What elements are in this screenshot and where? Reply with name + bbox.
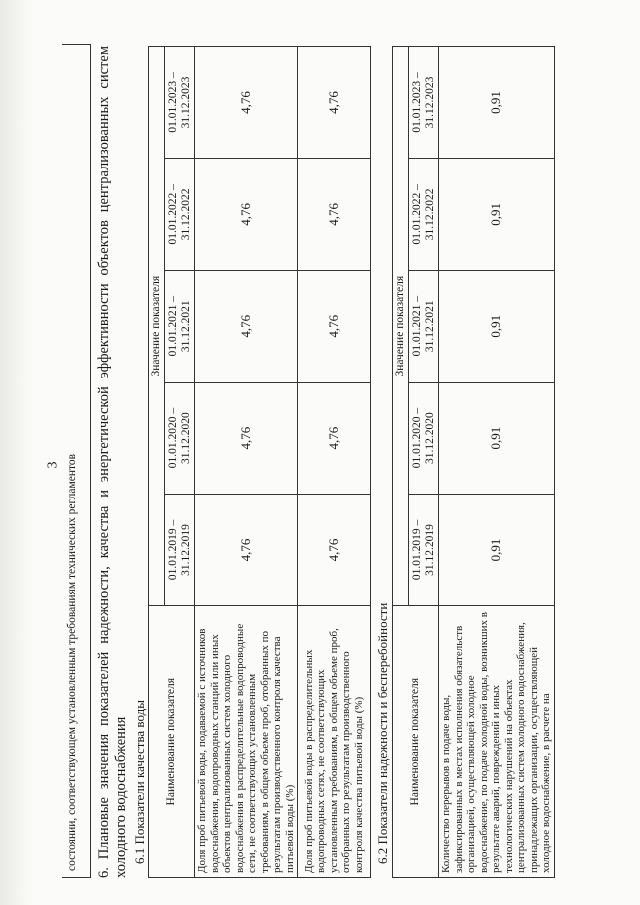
indicator-value: 4,76 xyxy=(195,382,298,494)
previous-table-text: состоянии, соответствующем установленным требованиям технических регламентов xyxy=(66,453,78,871)
table1-period: 01.01.2021 – 31.12.2021 xyxy=(165,270,195,382)
table2-period: 01.01.2020 – 31.12.2020 xyxy=(409,382,439,494)
table2-header-group: Значение показателя xyxy=(393,47,409,606)
indicator-value: 0,91 xyxy=(439,270,555,382)
table2-period: 01.01.2023 – 31.12.2023 xyxy=(409,47,439,159)
table1-period: 01.01.2022 – 31.12.2022 xyxy=(165,158,195,270)
indicator-value: 0,91 xyxy=(439,382,555,494)
scan-shadow xyxy=(0,0,34,905)
indicator-value: 0,91 xyxy=(439,47,555,159)
rotated-content xyxy=(62,46,640,878)
table2-header-name: Наименование показателя xyxy=(393,606,439,878)
indicator-value: 4,76 xyxy=(298,382,371,494)
table1-period: 01.01.2020 – 31.12.2020 xyxy=(165,382,195,494)
table-row xyxy=(439,47,555,878)
table1-period: 01.01.2023 – 31.12.2023 xyxy=(165,47,195,159)
section-6-heading: 6. Плановые значения показателей надежности, качества и энергетической эффективности объектов централизованных систем холодного водоснабжения xyxy=(96,46,129,878)
section-6-1-heading: 6.1 Показатели качества воды xyxy=(132,700,147,864)
indicator-value: 4,76 xyxy=(298,494,371,606)
table1-header-group: Значение показателя xyxy=(149,47,165,606)
indicator-value: 4,76 xyxy=(298,158,371,270)
indicator-value: 4,76 xyxy=(298,47,371,159)
indicator-value: 4,76 xyxy=(195,158,298,270)
reliability-table xyxy=(392,46,555,878)
indicator-value: 4,76 xyxy=(195,270,298,382)
indicator-value: 4,76 xyxy=(195,47,298,159)
table2-period: 01.01.2019 – 31.12.2019 xyxy=(409,494,439,606)
water-quality-table xyxy=(148,46,371,878)
previous-table-fragment xyxy=(62,44,91,878)
page-number: 3 xyxy=(45,461,61,469)
section-6-2-heading: 6.2 Показатели надежности и бесперебойности xyxy=(375,602,390,864)
indicator-name: Доля проб питьевой воды в распределительных водопроводных сетях, не соответствующих установленным требованиям, в общем объеме проб, отобранных по результатам производственного контроля качества питьевой воды (%) xyxy=(298,606,371,878)
indicator-value: 0,91 xyxy=(439,158,555,270)
indicator-value: 0,91 xyxy=(439,494,555,606)
indicator-value: 4,76 xyxy=(195,494,298,606)
table2-period: 01.01.2021 – 31.12.2021 xyxy=(409,270,439,382)
table2-period: 01.01.2022 – 31.12.2022 xyxy=(409,158,439,270)
indicator-value: 4,76 xyxy=(298,270,371,382)
table-row xyxy=(195,47,298,878)
table-row xyxy=(298,47,371,878)
table1-period: 01.01.2019 – 31.12.2019 xyxy=(165,494,195,606)
indicator-name: Доля проб питьевой воды, подаваемой с источников водоснабжения, водопроводных станций или иных объектов централизованных систем холодного водоснабжения в распределительные водопроводные сети, не соответствующих установленным требованиям, в общем объеме проб, отобранных по результатам производственного контроля качества питьевой воды (%) xyxy=(195,606,298,878)
indicator-name: Количество перерывов в подаче воды, зафиксированных в местах исполнения обязательств организацией, осуществляющей холодное водоснабжение, по подаче холодной воды, возникших в результате аварий, повреждений и иных технологических нарушений на объектах централизованных систем холодного водоснабжения, принадлежащих организации, осуществляющей холодное водоснабжение, в расчете на xyxy=(439,606,555,878)
table1-header-name: Наименование показателя xyxy=(149,606,195,878)
